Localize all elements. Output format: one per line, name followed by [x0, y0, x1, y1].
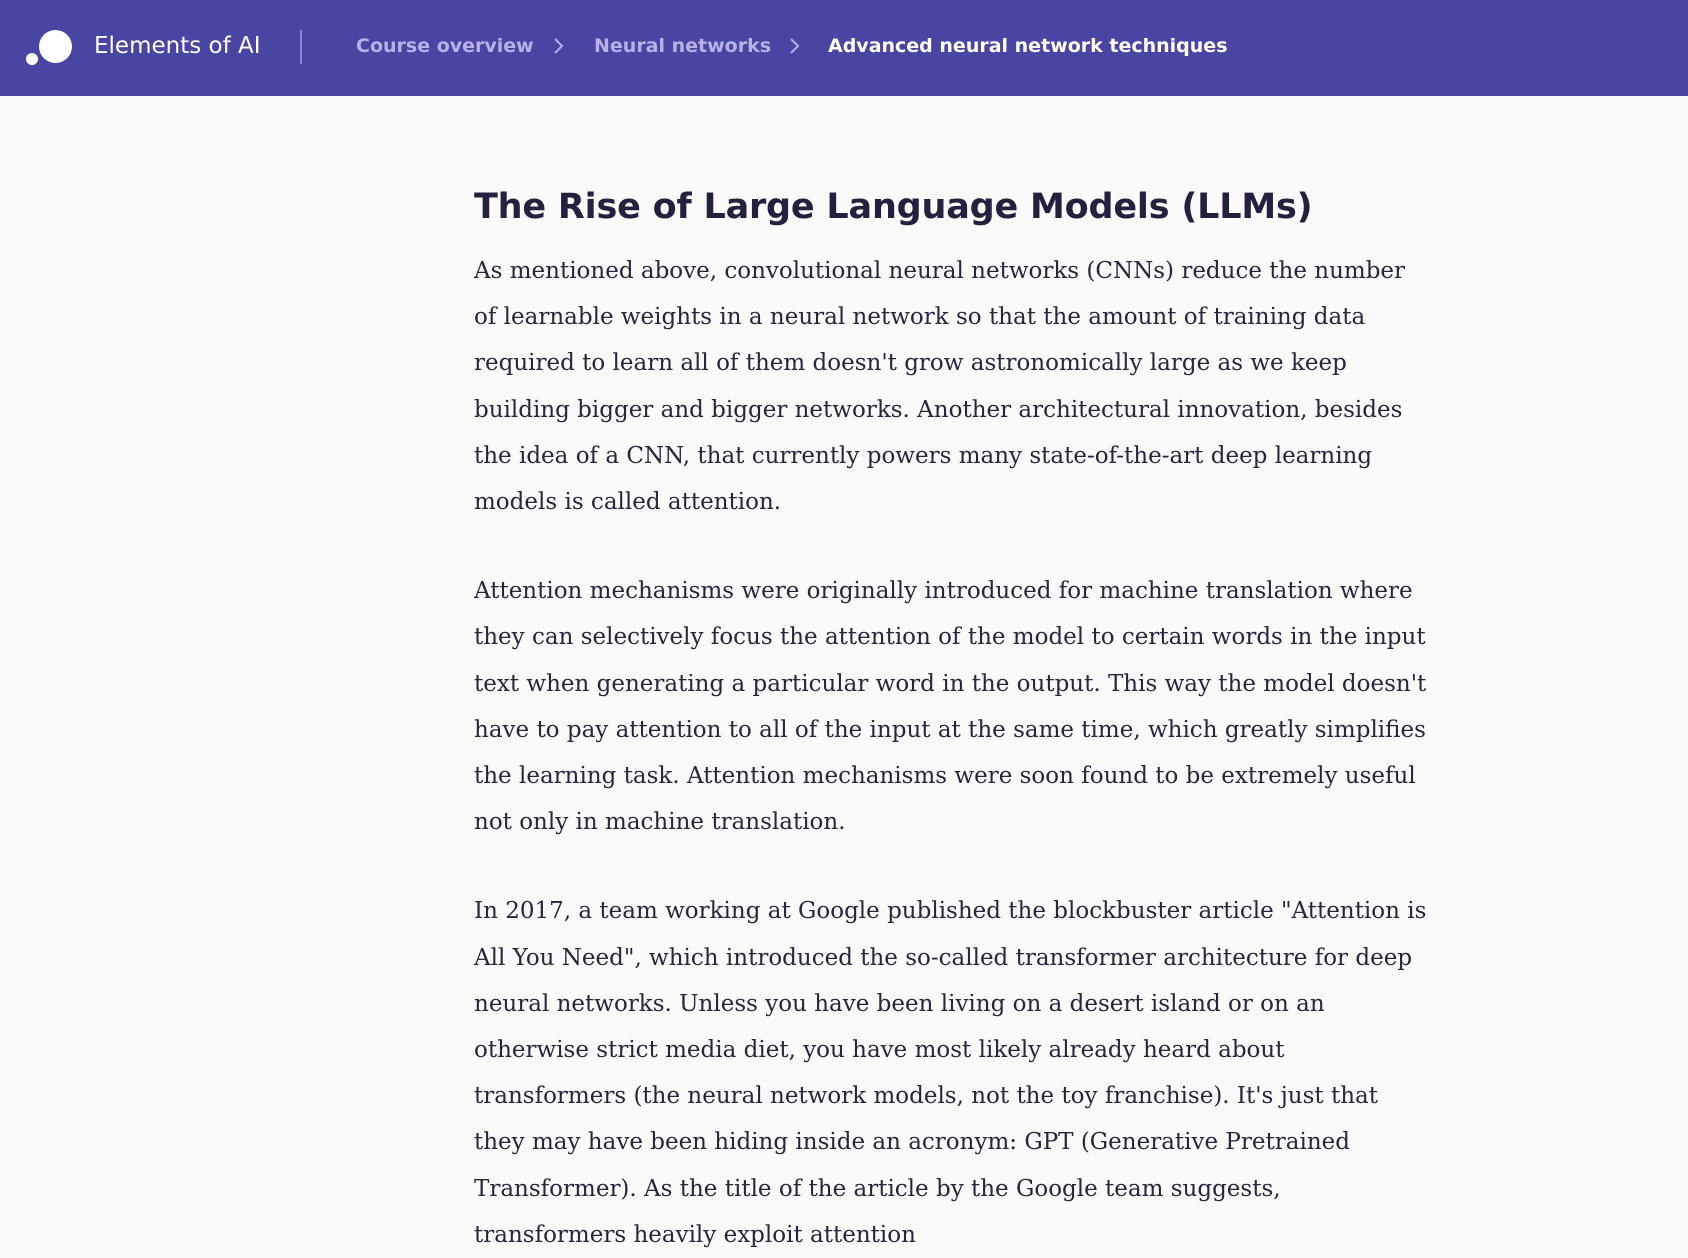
brand-name-link[interactable]: Elements of AI — [94, 33, 261, 59]
article-content — [474, 178, 1434, 1258]
logo-big-dot — [39, 30, 72, 63]
logo-small-dot — [26, 53, 38, 65]
elements-of-ai-logo-icon[interactable] — [26, 28, 74, 68]
article-paragraph: As mentioned above, convolutional neural networks (CNNs) reduce the number of learnable weights in a neural network so that the amount of training data required to learn all of them doesn't grow astronomically large as we keep building bigger and bigger networks. Another architectural innovation, besides the idea of a CNN, that currently powers many state-of-the-art deep learning models is called attention. — [474, 258, 1406, 516]
article-paragraph: Attention mechanisms were originally introduced for machine translation where they can selectively focus the attention of the model to certain words in the input text when generating a particular word in the output. This way the model doesn't have to pay attention to all of the input at the same time, which greatly simplifies the learning task. Attention mechanisms were soon found to be extremely useful not only in machine translation. — [474, 578, 1427, 836]
breadcrumb-course-overview[interactable]: Course overview — [356, 35, 534, 57]
breadcrumb-current-page: Advanced neural network techniques — [828, 35, 1228, 57]
article-title: The Rise of Large Language Models (LLMs) — [474, 187, 1313, 227]
header-divider — [300, 30, 302, 64]
article-paragraph: In 2017, a team working at Google published the blockbuster article "Attention is All You Need", which introduced the so-called transformer architecture for deep neural networks. Unless you have been living on a desert island or on an otherwise strict media diet, you have most likely already heard about transformers (the neural network models, not the toy franchise). It's just that they may have been hiding inside an acronym: GPT (Generative Pretrained Transformer). As the title of the article by the Google team suggests, transformers heavily exploit attention — [474, 898, 1427, 1248]
top-navigation-bar — [0, 0, 1688, 96]
breadcrumb-neural-networks[interactable]: Neural networks — [594, 35, 772, 57]
chevron-right-icon — [784, 36, 804, 56]
chevron-right-icon — [548, 36, 568, 56]
